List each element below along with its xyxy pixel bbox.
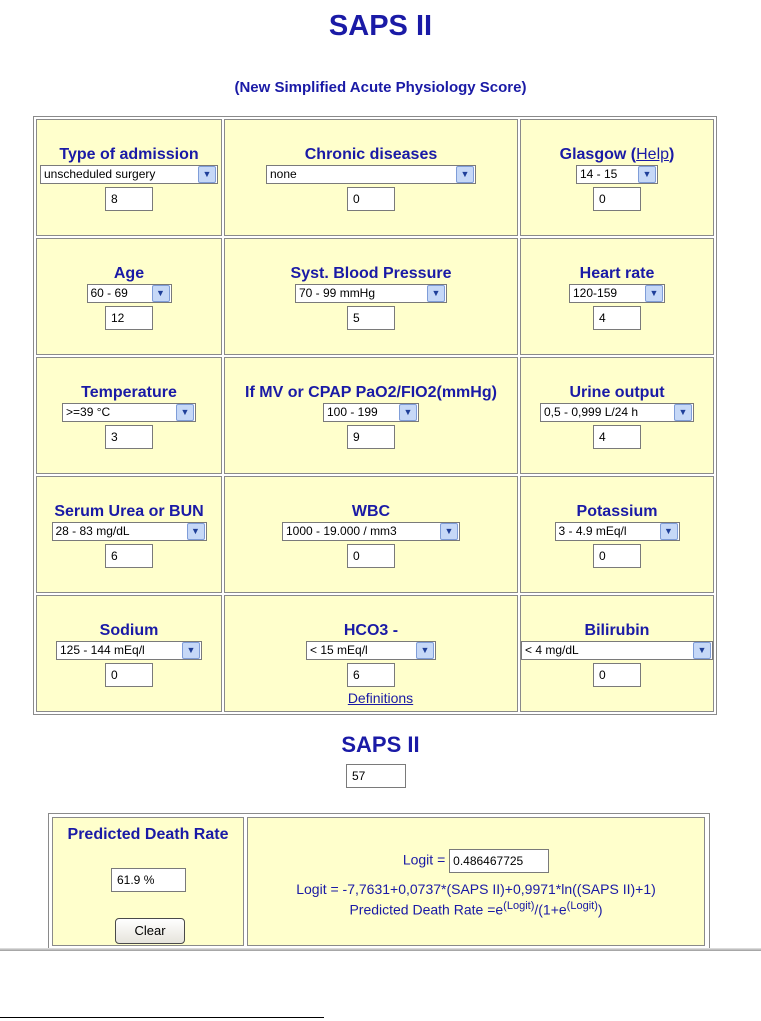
age-select[interactable] bbox=[87, 284, 172, 303]
death-rate-formula-sup1: (Logit) bbox=[503, 900, 535, 912]
wbc-selected: 1000 - 19.000 / mm3 bbox=[286, 524, 397, 538]
age-selected: 60 - 69 bbox=[90, 286, 128, 300]
urine-output-select[interactable] bbox=[540, 403, 694, 422]
serum-urea-selected: 28 - 83 mg/dL bbox=[55, 524, 130, 538]
hco3-label: HCO3 - bbox=[343, 621, 399, 639]
cell-temperature bbox=[36, 357, 222, 474]
formula-cell bbox=[247, 817, 705, 946]
cell-potassium bbox=[520, 476, 714, 593]
wbc-score[interactable]: 0 bbox=[347, 544, 395, 568]
cell-type-of-admission bbox=[36, 119, 222, 236]
glasgow-help-link[interactable]: Help bbox=[636, 145, 670, 163]
serum-urea-label: Serum Urea or BUN bbox=[54, 502, 204, 520]
syst-blood-pressure-select[interactable] bbox=[295, 284, 447, 303]
chevron-down-icon[interactable]: ▼ bbox=[693, 642, 711, 659]
death-rate-formula-suffix: ) bbox=[597, 901, 603, 918]
glasgow-label: Glasgow bbox=[559, 145, 627, 163]
chevron-down-icon[interactable]: ▼ bbox=[674, 404, 692, 421]
hco3-select[interactable] bbox=[306, 641, 436, 660]
saps-total-score[interactable]: 57 bbox=[346, 764, 406, 788]
temperature-label: Temperature bbox=[81, 383, 177, 401]
cell-syst-blood-pressure bbox=[224, 238, 518, 355]
prediction-panel bbox=[48, 813, 710, 950]
syst-blood-pressure-score[interactable]: 5 bbox=[347, 306, 395, 330]
logit-formula: Logit = -7,7631+0,0737*(SAPS II)+0,9971*ln((SAPS II)+1) bbox=[296, 881, 656, 897]
saps-result-label: SAPS II bbox=[341, 732, 420, 757]
heart-rate-selected: 120-159 bbox=[573, 286, 618, 300]
pao2-fio2-label: If MV or CPAP PaO2/FIO2(mmHg) bbox=[245, 383, 497, 401]
temperature-selected: >=39 °C bbox=[66, 405, 111, 419]
sodium-score[interactable]: 0 bbox=[105, 663, 153, 687]
chevron-down-icon[interactable]: ▼ bbox=[416, 642, 434, 659]
serum-urea-select[interactable] bbox=[52, 522, 207, 541]
page-subtitle: (New Simplified Acute Physiology Score) bbox=[234, 79, 527, 96]
cell-serum-urea bbox=[36, 476, 222, 593]
cell-wbc bbox=[224, 476, 518, 593]
wbc-select[interactable] bbox=[282, 522, 460, 541]
chevron-down-icon[interactable]: ▼ bbox=[660, 523, 678, 540]
glasgow-label-row: Glasgow (Help) bbox=[559, 145, 675, 163]
heart-rate-label: Heart rate bbox=[579, 264, 655, 282]
footnote-rule bbox=[0, 1017, 324, 1018]
hco3-selected: < 15 mEq/l bbox=[310, 643, 368, 657]
sodium-select[interactable] bbox=[56, 641, 202, 660]
type-of-admission-score[interactable]: 8 bbox=[105, 187, 153, 211]
sodium-label: Sodium bbox=[99, 621, 159, 639]
chevron-down-icon[interactable]: ▼ bbox=[152, 285, 170, 302]
heart-rate-select[interactable] bbox=[569, 284, 665, 303]
logit-value[interactable]: 0.486467725 bbox=[449, 849, 549, 873]
logit-label: Logit = bbox=[402, 851, 446, 868]
serum-urea-score[interactable]: 6 bbox=[105, 544, 153, 568]
death-rate-formula-sup2: (Logit) bbox=[566, 900, 598, 912]
pao2-fio2-score[interactable]: 9 bbox=[347, 425, 395, 449]
predicted-death-rate-value[interactable]: 61.9 % bbox=[111, 868, 186, 892]
syst-blood-pressure-label: Syst. Blood Pressure bbox=[290, 264, 452, 282]
chevron-down-icon[interactable]: ▼ bbox=[182, 642, 200, 659]
pao2-fio2-selected: 100 - 199 bbox=[327, 405, 378, 419]
clear-button[interactable]: Clear bbox=[115, 918, 185, 944]
pao2-fio2-select[interactable] bbox=[323, 403, 419, 422]
urine-output-score[interactable]: 4 bbox=[593, 425, 641, 449]
predicted-death-rate-label: Predicted Death Rate bbox=[67, 826, 229, 843]
cell-chronic-diseases bbox=[224, 119, 518, 236]
potassium-label: Potassium bbox=[576, 502, 658, 520]
chevron-down-icon[interactable]: ▼ bbox=[399, 404, 417, 421]
potassium-selected: 3 - 4.9 mEq/l bbox=[558, 524, 627, 538]
chronic-diseases-select[interactable] bbox=[266, 165, 476, 184]
bilirubin-selected: < 4 mg/dL bbox=[525, 643, 579, 657]
death-rate-formula-mid: /(1+e bbox=[534, 901, 567, 918]
parameter-grid bbox=[33, 116, 717, 715]
bilirubin-score[interactable]: 0 bbox=[593, 663, 641, 687]
syst-blood-pressure-selected: 70 - 99 mmHg bbox=[299, 286, 376, 300]
definitions-link[interactable]: Definitions bbox=[347, 690, 414, 706]
potassium-score[interactable]: 0 bbox=[593, 544, 641, 568]
chevron-down-icon[interactable]: ▼ bbox=[187, 523, 205, 540]
death-rate-formula-prefix: Predicted Death Rate =e bbox=[349, 901, 504, 918]
chevron-down-icon[interactable]: ▼ bbox=[427, 285, 445, 302]
chevron-down-icon[interactable]: ▼ bbox=[198, 166, 216, 183]
chevron-down-icon[interactable]: ▼ bbox=[638, 166, 656, 183]
bilirubin-select[interactable] bbox=[521, 641, 713, 660]
age-label: Age bbox=[113, 264, 145, 282]
temperature-score[interactable]: 3 bbox=[105, 425, 153, 449]
wbc-label: WBC bbox=[351, 502, 391, 520]
chronic-diseases-score[interactable]: 0 bbox=[347, 187, 395, 211]
cell-pao2-fio2 bbox=[224, 357, 518, 474]
cell-heart-rate bbox=[520, 238, 714, 355]
cell-age bbox=[36, 238, 222, 355]
horizontal-divider bbox=[0, 948, 761, 951]
cell-urine-output bbox=[520, 357, 714, 474]
temperature-select[interactable] bbox=[62, 403, 196, 422]
chevron-down-icon[interactable]: ▼ bbox=[456, 166, 474, 183]
urine-output-label: Urine output bbox=[569, 383, 665, 401]
chronic-diseases-selected: none bbox=[270, 167, 297, 181]
chevron-down-icon[interactable]: ▼ bbox=[176, 404, 194, 421]
age-score[interactable]: 12 bbox=[105, 306, 153, 330]
sodium-selected: 125 - 144 mEq/l bbox=[60, 643, 145, 657]
death-rate-formula bbox=[248, 900, 704, 918]
predicted-death-rate-cell bbox=[52, 817, 244, 946]
glasgow-score[interactable]: 0 bbox=[593, 187, 641, 211]
hco3-score[interactable]: 6 bbox=[347, 663, 395, 687]
urine-output-selected: 0,5 - 0,999 L/24 h bbox=[544, 405, 639, 419]
glasgow-select[interactable] bbox=[576, 165, 658, 184]
cell-glasgow bbox=[520, 119, 714, 236]
chronic-diseases-label: Chronic diseases bbox=[304, 145, 438, 163]
logit-row bbox=[248, 849, 704, 873]
potassium-select[interactable] bbox=[555, 522, 680, 541]
bilirubin-label: Bilirubin bbox=[584, 621, 650, 639]
page-title: SAPS II bbox=[328, 10, 433, 42]
glasgow-selected: 14 - 15 bbox=[580, 167, 618, 181]
type-of-admission-selected: unscheduled surgery bbox=[44, 167, 156, 181]
type-of-admission-select[interactable] bbox=[40, 165, 218, 184]
type-of-admission-label: Type of admission bbox=[59, 145, 199, 163]
heart-rate-score[interactable]: 4 bbox=[593, 306, 641, 330]
chevron-down-icon[interactable]: ▼ bbox=[440, 523, 458, 540]
chevron-down-icon[interactable]: ▼ bbox=[645, 285, 663, 302]
